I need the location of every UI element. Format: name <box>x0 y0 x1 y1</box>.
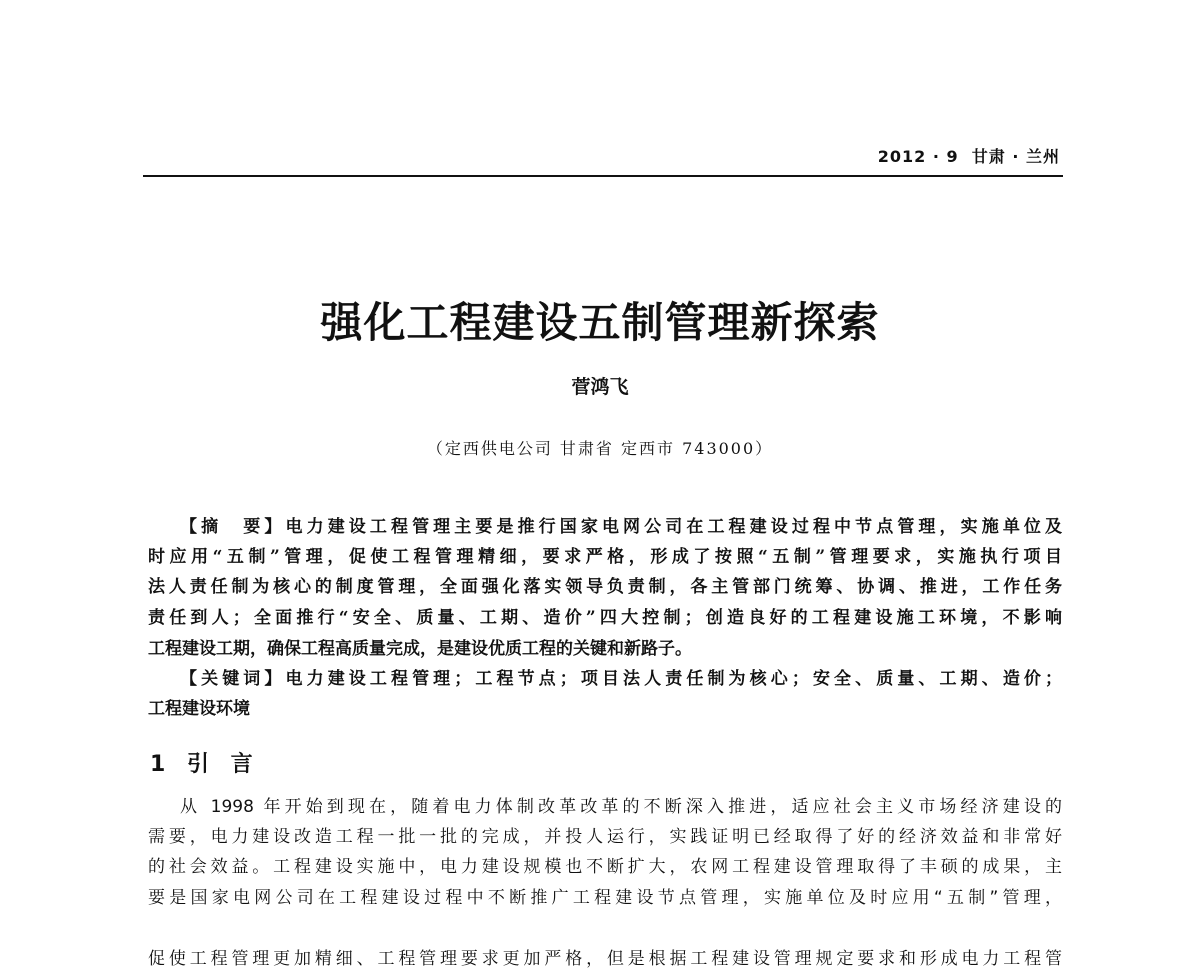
abstract-label: 【摘 要】 <box>180 517 286 537</box>
abstract-line: 责任到人；全面推行“安全、质量、工期、造价”四大控制；创造良好的工程建设施工环境，不影响 <box>148 608 1062 628</box>
header-rule <box>143 175 1063 177</box>
abstract-line: 法人责任制为核心的制度管理，全面强化落实领导负责制，各主管部门统筹、协调、推进，工作任务 <box>148 577 1062 597</box>
section-heading: 1 引 言 <box>150 752 253 777</box>
body-line: 从 1998 年开始到现在，随着电力体制改革改革的不断深入推进，适应社会主义市场经济建设的 <box>180 797 1062 817</box>
keywords-line <box>180 664 1062 689</box>
place: 甘肃 · 兰州 <box>971 147 1060 166</box>
running-header <box>878 144 1060 167</box>
author: 菅鸿飞 <box>571 376 629 398</box>
body-line: 需要，电力建设改造工程一批一批的完成，并投人运行，实践证明已经取得了好的经济效益和非常好 <box>148 827 1062 847</box>
abstract-text: 电力建设工程管理主要是推行国家电网公司在工程建设过程中节点管理，实施单位及 <box>285 517 1063 537</box>
body-line: 要是国家电网公司在工程建设过程中不断推广工程建设节点管理，实施单位及时应用“五制”管理， <box>148 888 1062 908</box>
keywords-line: 工程建设环境 <box>148 699 250 719</box>
keywords-label: 【关键词】 <box>180 669 286 689</box>
paper-title: 强化工程建设五制管理新探索 <box>320 298 880 347</box>
abstract-line: 工程建设工期，确保工程高质量完成，是建设优质工程的关键和新路子。 <box>148 639 692 659</box>
issue-date: 2012 · 9 <box>877 147 959 166</box>
body-line: 促使工程管理更加精细、工程管理要求更加严格，但是根据工程建设管理规定要求和形成电力工程管 <box>148 949 1062 969</box>
body-line: 的社会效益。工程建设实施中，电力建设规模也不断扩大，农网工程建设管理取得了丰硕的成果，主 <box>148 857 1062 877</box>
keywords-text: 电力建设工程管理；工程节点；项目法人责任制为核心；安全、质量、工期、造价； <box>285 669 1063 689</box>
abstract-line: 时应用“五制”管理，促使工程管理精细，要求严格，形成了按照“五制”管理要求，实施执行项目 <box>148 547 1062 567</box>
abstract-line <box>180 512 1062 537</box>
affiliation: （定西供电公司 甘肃省 定西市 743000） <box>426 439 774 458</box>
